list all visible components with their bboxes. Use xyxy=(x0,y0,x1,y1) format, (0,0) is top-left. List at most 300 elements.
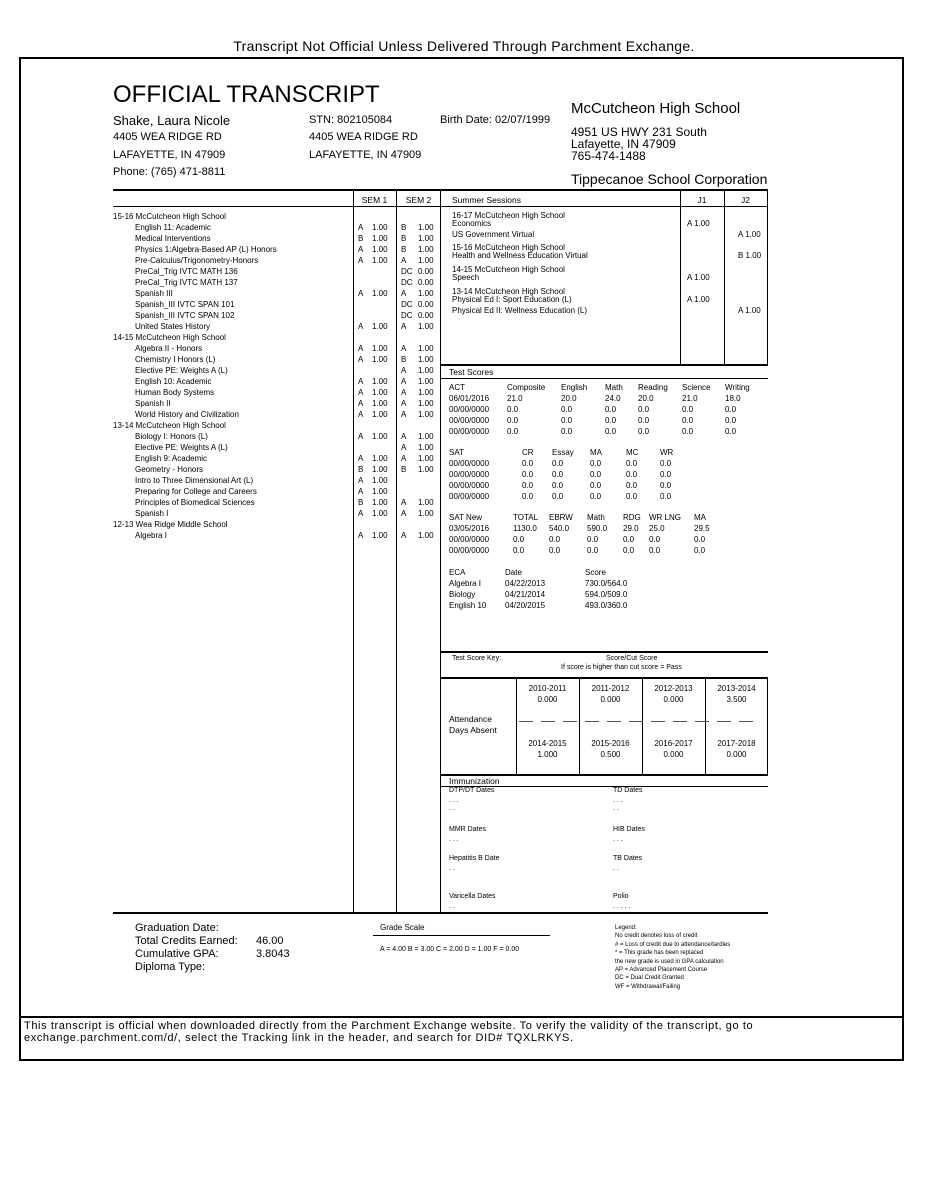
attendance-year: 2012-2013 xyxy=(654,684,693,693)
satnew-header-cell: TOTAL xyxy=(513,513,539,522)
gpa-value: 3.8043 xyxy=(256,948,290,960)
course-name: Preparing for College and Careers xyxy=(135,487,257,496)
sem2-credit: 1.00 xyxy=(418,355,434,364)
immunization-title: Immunization xyxy=(449,776,500,786)
satnew-cell: 0.0 xyxy=(513,535,525,544)
sat-cell: 0.0 xyxy=(522,470,534,479)
course-name: Human Body Systems xyxy=(135,388,215,397)
sem2-grade: B xyxy=(401,355,407,364)
sem2-credit: 1.00 xyxy=(418,388,434,397)
satnew-cell: 0.0 xyxy=(549,535,561,544)
legend-line: # = Loss of credit due to attendance/tardies xyxy=(615,941,731,948)
sem1-credit: 1.00 xyxy=(372,388,388,397)
satnew-cell: 00/00/0000 xyxy=(449,546,490,555)
course-name: Principles of Biomedical Sciences xyxy=(135,498,255,507)
act-cell: 18.0 xyxy=(725,394,741,403)
sem1-credit: 1.00 xyxy=(372,256,388,265)
attendance-days: 0.500 xyxy=(600,750,621,759)
legend-line: AP = Advanced Placement Course xyxy=(615,967,708,973)
satnew-header-cell: Math xyxy=(587,513,605,522)
course-year-header: 14-15 McCutcheon High School xyxy=(113,333,226,342)
eca-header-cell: Date xyxy=(505,568,522,577)
test-score-key-label: Test Score Key: xyxy=(452,655,502,662)
satnew-cell: 0.0 xyxy=(549,546,561,555)
satnew-cell: 0.0 xyxy=(587,535,599,544)
sem1-credit: 1.00 xyxy=(372,355,388,364)
j2-header: J2 xyxy=(741,195,750,205)
sem2-grade: B xyxy=(401,245,407,254)
course-name: Pre-Calculus/Trigonometry-Honors xyxy=(135,256,259,265)
summer-course-line: Health and Wellness Education Virtual xyxy=(452,251,588,260)
act-cell: 0.0 xyxy=(725,405,737,414)
school-corporation: Tippecanoe School Corporation xyxy=(571,171,768,187)
sem2-credit: 1.00 xyxy=(418,366,434,375)
sem2-grade: A xyxy=(401,377,407,386)
act-cell: 0.0 xyxy=(605,427,617,436)
attendance-divider-dash xyxy=(541,721,555,722)
sem1-credit: 1.00 xyxy=(372,509,388,518)
sat-cell: 0.0 xyxy=(626,481,638,490)
footer-verification-text: This transcript is official when downloaded directly from the Parchment Exchange website. To verify the validity of the transcript, go to exchange.parchment.com/d/, select the Tracking link in the header, and search for DID# TQXLRKYS. xyxy=(24,1020,754,1044)
attendance-days: 0.000 xyxy=(600,695,621,704)
eca-cell: 493.0/360.0 xyxy=(585,601,628,610)
sem2-credit: 0.00 xyxy=(418,267,434,276)
page-title: OFFICIAL TRANSCRIPT xyxy=(113,81,380,108)
school-address1: 4951 US HWY 231 South xyxy=(571,125,707,139)
course-name: English 9: Academic xyxy=(135,454,208,463)
grade-scale-title: Grade Scale xyxy=(380,923,425,932)
course-year-header: 12-13 Wea Ridge Middle School xyxy=(113,520,228,529)
act-cell: 21.0 xyxy=(682,394,698,403)
immunization-value: . . xyxy=(613,865,619,872)
sem1-credit: 1.00 xyxy=(372,498,388,507)
satnew-cell: 25.0 xyxy=(649,524,665,533)
sem2-credit: 1.00 xyxy=(418,399,434,408)
sat-cell: 00/00/0000 xyxy=(449,492,490,501)
sem2-credit: 1.00 xyxy=(418,410,434,419)
act-cell: 20.0 xyxy=(561,394,577,403)
sat-header-cell: Essay xyxy=(552,448,574,457)
sem2-credit: 1.00 xyxy=(418,256,434,265)
immunization-label: HIB Dates xyxy=(613,826,645,833)
sem1-credit: 1.00 xyxy=(372,487,388,496)
j2-grade: A 1.00 xyxy=(738,306,761,315)
sem1-grade: A xyxy=(358,245,364,254)
sem1-credit: 1.00 xyxy=(372,454,388,463)
sem2-grade: B xyxy=(401,234,407,243)
act-cell: 00/00/0000 xyxy=(449,416,490,425)
j2-grade: A 1.00 xyxy=(738,230,761,239)
course-name: PreCal_Trig IVTC MATH 136 xyxy=(135,267,238,276)
summer-course-line: Economics xyxy=(452,219,492,228)
sem1-credit: 1.00 xyxy=(372,377,388,386)
sem2-grade: A xyxy=(401,344,407,353)
j1-grade: A 1.00 xyxy=(687,219,710,228)
sem1-credit: 1.00 xyxy=(372,531,388,540)
j1-grade: A 1.00 xyxy=(687,295,710,304)
sem1-grade: A xyxy=(358,399,364,408)
sat-cell: 0.0 xyxy=(522,481,534,490)
sat-cell: 0.0 xyxy=(552,492,564,501)
sat-header-cell: MA xyxy=(590,448,602,457)
satnew-cell: 0.0 xyxy=(513,546,525,555)
attendance-days: 0.000 xyxy=(726,750,747,759)
student-address1b: 4405 WEA RIDGE RD xyxy=(309,131,418,143)
satnew-cell: 0.0 xyxy=(649,546,661,555)
satnew-cell: 540.0 xyxy=(549,524,570,533)
sat-header-cell: CR xyxy=(522,448,534,457)
immunization-value: . . . xyxy=(449,836,459,843)
sem2-grade: A xyxy=(401,289,407,298)
total-credits-label: Total Credits Earned: xyxy=(135,935,238,947)
sem2-grade: A xyxy=(401,388,407,397)
sem1-credit: 1.00 xyxy=(372,476,388,485)
sat-cell: 00/00/0000 xyxy=(449,481,490,490)
eca-cell: 730.0/564.0 xyxy=(585,579,628,588)
summer-course-line: 14-15 McCutcheon High School xyxy=(452,265,565,274)
act-cell: 0.0 xyxy=(638,427,650,436)
sem2-grade: A xyxy=(401,256,407,265)
sem1-credit: 1.00 xyxy=(372,234,388,243)
student-address2b: LAFAYETTE, IN 47909 xyxy=(309,149,422,161)
sem1-credit: 1.00 xyxy=(372,410,388,419)
sem1-grade: A xyxy=(358,322,364,331)
act-cell: 00/00/0000 xyxy=(449,405,490,414)
attendance-year: 2015-2016 xyxy=(591,739,630,748)
sem1-credit: 1.00 xyxy=(372,344,388,353)
attendance-year: 2016-2017 xyxy=(654,739,693,748)
satnew-cell: 0.0 xyxy=(623,535,635,544)
j1-grade: A 1.00 xyxy=(687,273,710,282)
immunization-value: . . . xyxy=(613,797,623,804)
sat-header-cell: MC xyxy=(626,448,639,457)
sem2-grade: DC xyxy=(401,278,413,287)
course-name: Geometry - Honors xyxy=(135,465,204,474)
sat-cell: 0.0 xyxy=(626,492,638,501)
summer-course-line: 16-17 McCutcheon High School xyxy=(452,211,565,220)
legend-line: DC = Dual Credit Granted xyxy=(615,975,684,982)
immunization-value: . . . xyxy=(449,797,459,804)
sat-cell: 0.0 xyxy=(660,470,672,479)
j1-header: J1 xyxy=(697,195,707,205)
sem1-grade: A xyxy=(358,388,364,397)
satnew-cell: 0.0 xyxy=(694,546,706,555)
satnew-cell: 0.0 xyxy=(694,535,706,544)
satnew-cell: 00/00/0000 xyxy=(449,535,490,544)
course-name: Spanish II xyxy=(135,399,171,408)
satnew-cell: 29.5 xyxy=(694,524,710,533)
satnew-header-cell: WR LNG xyxy=(649,513,681,522)
immunization-value: . . . . . xyxy=(613,903,631,910)
sem2-credit: 1.00 xyxy=(418,234,434,243)
top-notice: Transcript Not Official Unless Delivered Through Parchment Exchange. xyxy=(233,38,695,54)
eca-cell: 04/22/2013 xyxy=(505,579,546,588)
act-cell: 0.0 xyxy=(507,427,519,436)
sem2-grade: A xyxy=(401,443,407,452)
school-name: McCutcheon High School xyxy=(571,100,741,117)
sat-cell: 0.0 xyxy=(552,481,564,490)
summer-course-line: Speech xyxy=(452,273,480,282)
sem2-credit: 1.00 xyxy=(418,344,434,353)
course-name: Spanish I xyxy=(135,509,169,518)
course-name: Intro to Three Dimensional Art (L) xyxy=(135,476,254,485)
act-cell: 0.0 xyxy=(561,405,573,414)
act-cell: 0.0 xyxy=(605,416,617,425)
sem1-credit: 1.00 xyxy=(372,465,388,474)
immunization-label: DTP/DT Dates xyxy=(449,787,495,794)
course-name: Elective PE: Weights A (L) xyxy=(135,366,228,375)
attendance-divider-dash xyxy=(519,721,533,722)
attendance-year: 2011-2012 xyxy=(591,684,630,693)
attendance-divider-dash xyxy=(695,721,709,722)
course-name: Medical Interventions xyxy=(135,234,211,243)
sem2-grade: A xyxy=(401,454,407,463)
attendance-divider-dash xyxy=(651,721,665,722)
sem1-grade: A xyxy=(358,344,364,353)
immunization-label: Hepatitis B Date xyxy=(449,855,500,862)
immunization-label: TD Dates xyxy=(613,787,643,794)
act-cell: 0.0 xyxy=(682,427,694,436)
sem2-grade: A xyxy=(401,509,407,518)
sem2-grade: DC xyxy=(401,300,413,309)
act-cell: 0.0 xyxy=(507,416,519,425)
sat-cell: 0.0 xyxy=(660,459,672,468)
sat-cell: 0.0 xyxy=(590,492,602,501)
course-name: PreCal_Trig IVTC MATH 137 xyxy=(135,278,238,287)
course-name: Spanish_III IVTC SPAN 101 xyxy=(135,300,235,309)
attendance-divider-dash xyxy=(585,721,599,722)
satnew-cell: 0.0 xyxy=(649,535,661,544)
sat-cell: 0.0 xyxy=(590,481,602,490)
summer-course-line: US Government Virtual xyxy=(452,230,535,239)
course-year-header: 15-16 McCutcheon High School xyxy=(113,212,226,221)
act-cell: 06/01/2016 xyxy=(449,394,490,403)
immunization-label: MMR Dates xyxy=(449,826,486,833)
attendance-days: 3.500 xyxy=(726,695,747,704)
immunization-value: . . xyxy=(449,903,455,910)
immunization-label: Polio xyxy=(613,893,629,900)
sem2-grade: B xyxy=(401,465,407,474)
sem2-grade: A xyxy=(401,399,407,408)
eca-cell: Algebra I xyxy=(449,579,482,588)
satnew-cell: 1130.0 xyxy=(513,524,537,533)
act-cell: 0.0 xyxy=(725,427,737,436)
test-score-key-note: If score is higher than cut score = Pass xyxy=(561,664,682,671)
attendance-divider-dash xyxy=(673,721,687,722)
school-address2: Lafayette, IN 47909 xyxy=(571,137,676,151)
sem1-grade: A xyxy=(358,256,364,265)
sem1-grade: B xyxy=(358,465,364,474)
sem1-grade: A xyxy=(358,531,364,540)
sat-cell: 0.0 xyxy=(552,470,564,479)
sat-header-cell: WR xyxy=(660,448,674,457)
sem1-credit: 1.00 xyxy=(372,245,388,254)
satnew-cell: 03/05/2016 xyxy=(449,524,490,533)
attendance-days: 0.000 xyxy=(663,750,684,759)
course-name: Chemistry I Honors (L) xyxy=(135,355,216,364)
attendance-label: Attendance xyxy=(449,714,493,724)
eca-cell: 04/20/2015 xyxy=(505,601,546,610)
sat-header-cell: SAT xyxy=(449,448,464,457)
sem2-credit: 1.00 xyxy=(418,432,434,441)
immunization-value: . . xyxy=(613,805,619,812)
sem2-credit: 1.00 xyxy=(418,454,434,463)
sem2-credit: 1.00 xyxy=(418,531,434,540)
sem1-grade: A xyxy=(358,454,364,463)
immunization-value: . . xyxy=(449,865,455,872)
act-cell: 20.0 xyxy=(638,394,654,403)
legend-line: the new grade is used in GPA calculation xyxy=(615,958,724,965)
sem2-credit: 1.00 xyxy=(418,509,434,518)
sem1-credit: 1.00 xyxy=(372,399,388,408)
sem2-grade: A xyxy=(401,322,407,331)
legend-line: * = This grade has been replaced xyxy=(615,950,704,957)
sem1-credit: 1.00 xyxy=(372,322,388,331)
satnew-header-cell: SAT New xyxy=(449,513,483,522)
course-name: Spanish III xyxy=(135,289,173,298)
act-header-cell: ACT xyxy=(449,383,465,392)
course-name: English 11: Academic xyxy=(135,223,211,232)
attendance-divider-dash xyxy=(563,721,577,722)
summer-course-line: 15-16 McCutcheon High School xyxy=(452,243,565,252)
attendance-year: 2013-2014 xyxy=(717,684,756,693)
act-cell: 21.0 xyxy=(507,394,523,403)
gpa-label: Cumulative GPA: xyxy=(135,948,219,960)
sem1-grade: A xyxy=(358,432,364,441)
eca-cell: 594.0/509.0 xyxy=(585,590,628,599)
test-scores-title: Test Scores xyxy=(449,367,494,377)
sem2-grade: A xyxy=(401,531,407,540)
sat-cell: 0.0 xyxy=(660,481,672,490)
test-score-key-score: Score/Cut Score xyxy=(606,655,658,662)
summer-course-line: 13-14 McCutcheon High School xyxy=(452,287,565,296)
act-cell: 0.0 xyxy=(561,416,573,425)
course-name: Physics 1:Algebra-Based AP (L) Honors xyxy=(135,245,277,254)
sem2-credit: 1.00 xyxy=(418,289,434,298)
student-name: Shake, Laura Nicole xyxy=(113,113,231,128)
attendance-divider-dash xyxy=(629,721,643,722)
sem2-credit: 1.00 xyxy=(418,322,434,331)
sat-cell: 00/00/0000 xyxy=(449,470,490,479)
sat-cell: 00/00/0000 xyxy=(449,459,490,468)
attendance-year: 2017-2018 xyxy=(717,739,756,748)
course-name: Algebra II - Honors xyxy=(135,344,203,353)
sem1-grade: A xyxy=(358,289,364,298)
sem2-grade: A xyxy=(401,410,407,419)
act-header-cell: Science xyxy=(682,383,711,392)
student-address1: 4405 WEA RIDGE RD xyxy=(113,131,222,143)
summer-header: Summer Sessions xyxy=(452,195,521,205)
eca-cell: 04/21/2014 xyxy=(505,590,546,599)
attendance-days: 1.000 xyxy=(537,750,558,759)
legend-line: Legend: xyxy=(615,925,637,931)
j2-grade: B 1.00 xyxy=(738,251,762,260)
student-address2: LAFAYETTE, IN 47909 xyxy=(113,149,226,161)
act-cell: 0.0 xyxy=(682,405,694,414)
act-cell: 24.0 xyxy=(605,394,621,403)
act-cell: 0.0 xyxy=(725,416,737,425)
sem2-grade: DC xyxy=(401,267,413,276)
sem1-grade: A xyxy=(358,410,364,419)
days-absent-label: Days Absent xyxy=(449,725,497,735)
satnew-cell: 0.0 xyxy=(623,546,635,555)
act-header-cell: English xyxy=(561,383,588,392)
sat-cell: 0.0 xyxy=(660,492,672,501)
immunization-value: . . xyxy=(449,805,455,812)
course-name: English 10: Academic xyxy=(135,377,212,386)
satnew-header-cell: MA xyxy=(694,513,706,522)
course-name: World History and Civilization xyxy=(135,410,239,419)
act-header-cell: Writing xyxy=(725,383,750,392)
satnew-cell: 29.0 xyxy=(623,524,639,533)
attendance-divider-dash xyxy=(607,721,621,722)
total-credits-value: 46.00 xyxy=(256,935,284,947)
school-phone: 765-474-1488 xyxy=(571,149,646,163)
act-cell: 00/00/0000 xyxy=(449,427,490,436)
graduation-date-label: Graduation Date: xyxy=(135,922,219,934)
sem2-grade: A xyxy=(401,498,407,507)
sem2-credit: 1.00 xyxy=(418,245,434,254)
diploma-type-label: Diploma Type: xyxy=(135,961,206,973)
attendance-year: 2014-2015 xyxy=(528,739,567,748)
immunization-label: Varicella Dates xyxy=(449,893,496,900)
act-cell: 0.0 xyxy=(682,416,694,425)
immunization-label: TB Dates xyxy=(613,855,643,862)
sem1-grade: A xyxy=(358,355,364,364)
legend-line: WF = Withdrawal/Failing xyxy=(615,983,681,990)
sem2-credit: 1.00 xyxy=(418,377,434,386)
sem1-credit: 1.00 xyxy=(372,223,388,232)
sem2-credit: 0.00 xyxy=(418,300,434,309)
course-name: Biology I: Honors (L) xyxy=(135,432,208,441)
sem2-grade: DC xyxy=(401,311,413,320)
student-birth-date: Birth Date: 02/07/1999 xyxy=(440,114,551,126)
sem2-grade: B xyxy=(401,223,407,232)
sem2-credit: 1.00 xyxy=(418,498,434,507)
sem2-credit: 1.00 xyxy=(418,465,434,474)
sat-cell: 0.0 xyxy=(522,492,534,501)
act-cell: 0.0 xyxy=(638,405,650,414)
attendance-divider-dash xyxy=(739,721,753,722)
student-phone: Phone: (765) 471-8811 xyxy=(113,166,226,178)
transcript-frame xyxy=(19,57,904,1061)
act-header-cell: Composite xyxy=(507,383,546,392)
sem2-credit: 0.00 xyxy=(418,311,434,320)
sem2-credit: 1.00 xyxy=(418,443,434,452)
summer-course-line: Physical Ed I: Sport Education (L) xyxy=(452,295,572,304)
sem2-credit: 1.00 xyxy=(418,223,434,232)
eca-cell: Biology xyxy=(449,590,476,599)
immunization-value: . . . xyxy=(613,836,623,843)
course-name: United States History xyxy=(135,322,211,331)
satnew-header-cell: RDG xyxy=(623,513,641,522)
sem1-grade: A xyxy=(358,509,364,518)
sem2-header: SEM 2 xyxy=(405,195,432,205)
summer-course-line: Physical Ed II: Wellness Education (L) xyxy=(452,306,588,315)
legend-line: No credit denotes loss of credit xyxy=(615,933,698,940)
grade-scale-text: A = 4.00 B = 3.00 C = 2.00 D = 1.00 F = 0.00 xyxy=(380,946,520,953)
sem2-grade: A xyxy=(401,432,407,441)
course-name: Algebra I xyxy=(135,531,168,540)
sem1-grade: A xyxy=(358,223,364,232)
sat-cell: 0.0 xyxy=(522,459,534,468)
attendance-divider-dash xyxy=(717,721,731,722)
act-cell: 0.0 xyxy=(605,405,617,414)
act-cell: 0.0 xyxy=(561,427,573,436)
eca-header-cell: ECA xyxy=(449,568,466,577)
sat-cell: 0.0 xyxy=(590,459,602,468)
sat-cell: 0.0 xyxy=(626,459,638,468)
